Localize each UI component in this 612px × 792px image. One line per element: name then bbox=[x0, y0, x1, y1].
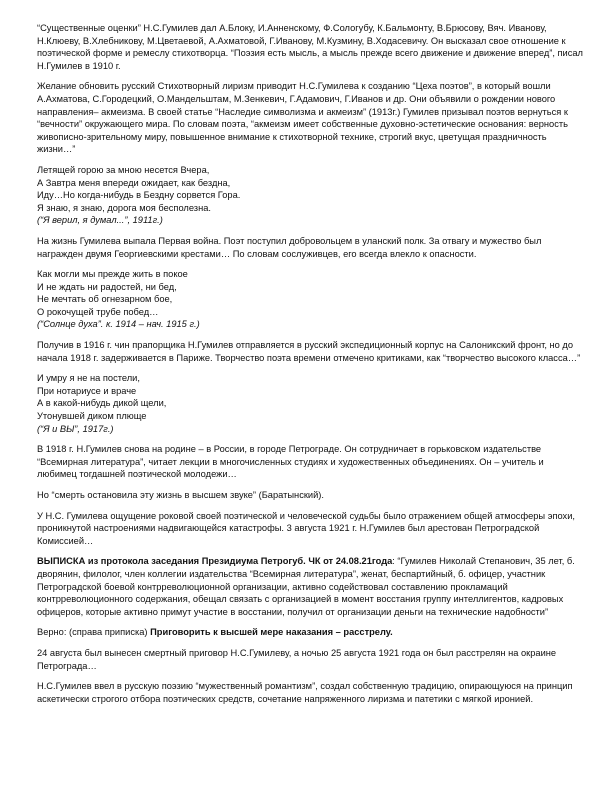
paragraph-legacy: Н.С.Гумилев ввел в русскую поэзию “мужественный романтизм”, создал собственную традицию, опирающуюся на принцип аскетически строгого отбора поэтических средств, сочетание напряженного лиризма и патетики с мягкой иронией. bbox=[37, 681, 573, 704]
verdict-note: Верно: (справа приписка) bbox=[37, 627, 151, 638]
paragraph-first-war: На жизнь Гумилева выпала Первая война. Поэт поступил добровольцем в уланский полк. За отвагу и мужество был награжден двумя Георгиевскими крестами… По словам сослуживцев, его всегда влекло к опасности. bbox=[37, 235, 542, 259]
paragraph-death-quote: Но “смерть остановила эту жизнь в высшем звуке” (Баратынский). bbox=[37, 490, 324, 500]
protocol-text: : “Гумилев Николай Степанович, 35 лет, б. дворянин, филолог, член коллегии издательства “Всемирная литература”, женат, беспартийный, б. офицер, участник Петроградской боевой контрреволюционной организации, активно содействовал составлению прокламаций контрреволюционного содержания, обещал связать с организацией в момент восстания группу интеллигентов, кадровых офицеров, которые активно примут участие в восстании, получил от организации деньги на технические надобности” bbox=[37, 556, 575, 617]
protocol-heading: ВЫПИСКА из протокола заседания Президиума Петрогуб. ЧК от 24.08.21года bbox=[37, 556, 393, 567]
paragraph-arrest: У Н.С. Гумилева ощущение роковой своей поэтической и человеческой судьбы было отражением общей атмосферы эпохи, проникнутой настроениями надвигающейся катастрофы. 3 августа 1921 г. Н.Гумилев был арестован Петроградской Комиссией… bbox=[37, 510, 575, 546]
poem-line: Я знаю, я знаю, дорога моя бесполезна. bbox=[37, 202, 211, 213]
poem-i-umru-ya bbox=[37, 372, 584, 435]
poem-line: Иду…Но когда-нибудь в Бездну сорвется Гора. bbox=[37, 190, 241, 201]
poem-source: (“Я и ВЫ”, 1917г.) bbox=[37, 423, 114, 434]
paragraph-1916: Получив в 1916 г. чин прапорщика Н.Гумилев отправляется в русский экспедиционный корпус на Салоникский фронт, но до начала 1918 г. задерживается в Париже. Творчество поэта времени отмечено критиками, как “творчество высокого класса…” bbox=[37, 340, 581, 363]
poem-line: А Завтра меня впереди ожидает, как бездна, bbox=[37, 177, 231, 188]
paragraph-protocol-extract bbox=[37, 555, 584, 618]
poem-line: А в какой-нибудь дикой щели, bbox=[37, 398, 167, 409]
poem-line: И не ждать ни радостей, ни бед, bbox=[37, 281, 177, 292]
poem-source: (“Я верил, я думал...”, 1911г.) bbox=[37, 215, 163, 226]
paragraph-1918: В 1918 г. Н.Гумилев снова на родине – в России, в городе Петрограде. Он сотрудничает в горьковском издательстве “Всемирная литература”, читает лекции в многочисленных студиях и художественных объединениях. Он – учитель и любимец тогдашней поэтической молодежи… bbox=[37, 444, 544, 480]
poem-source: (“Солнце духа”. к. 1914 – нач. 1915 г.) bbox=[37, 319, 200, 330]
poem-line: Летящей горою за мною несется Вчера, bbox=[37, 164, 210, 175]
poem-line: Утонувшей диком плюще bbox=[37, 411, 147, 422]
poem-line: О рокочущей трубе побед… bbox=[37, 306, 159, 317]
paragraph-verdict bbox=[37, 626, 584, 639]
verdict-sentence: Приговорить к высшей мере наказания – расстрелу. bbox=[150, 627, 393, 638]
poem-line: Не мечтать об огнезарном бое, bbox=[37, 294, 173, 305]
paragraph-assessments: “Существенные оценки” Н.С.Гумилев дал А.Блоку, И.Анненскому, Ф.Сологубу, К.Бальмонту, В.Брюсову, Вяч. Иванову, Н.Клюеву, В.Хлебникову, М.Цветаевой, А.Ахматовой, Г.Иванову, М.Кузмину, В.Ходасевичу. Он высказал свое отношение к поэтической форме и ремеслу стихотворца. “Поэзия есть мысль, а мысль прежде всего движение и движение вперед”, писал Н.Гумилев в 1910 г. bbox=[37, 23, 583, 71]
poem-letyashchey-goroyu bbox=[37, 164, 584, 227]
poem-kak-mogli-my bbox=[37, 268, 584, 331]
poem-line: При нотариусе и враче bbox=[37, 385, 137, 396]
poem-line: Как могли мы прежде жить в покое bbox=[37, 269, 188, 280]
poem-line: И умру я не на постели, bbox=[37, 373, 140, 384]
paragraph-execution: 24 августа был вынесен смертный приговор Н.С.Гумилеву, а ночью 25 августа 1921 года он был расстрелян на окраине Петрограда… bbox=[37, 647, 557, 671]
paragraph-acmeism: Желание обновить русский Стихотворный лиризм приводит Н.С.Гумилева к созданию “Цеха поэтов”, в который вошли А.Ахматова, С.Городецкий, О.Мандельштам, М.Зенкевич, Г.Адамович, Г.Иванов и др. Они объявили о рождении нового направления– акмеизма. В своей статье “Наследие символизма и акмеизм” (1913г.) Гумилев призывал поэтов вернуться к “вечности” окружающего мира. По словам поэта, “акмеизм имеет собственные духовно-эстетические основания: верность живописно-зрительному миру, повышенное внимание к стихотворной технике, строгий вкус, цветущая праздничность жизни…” bbox=[37, 81, 568, 155]
